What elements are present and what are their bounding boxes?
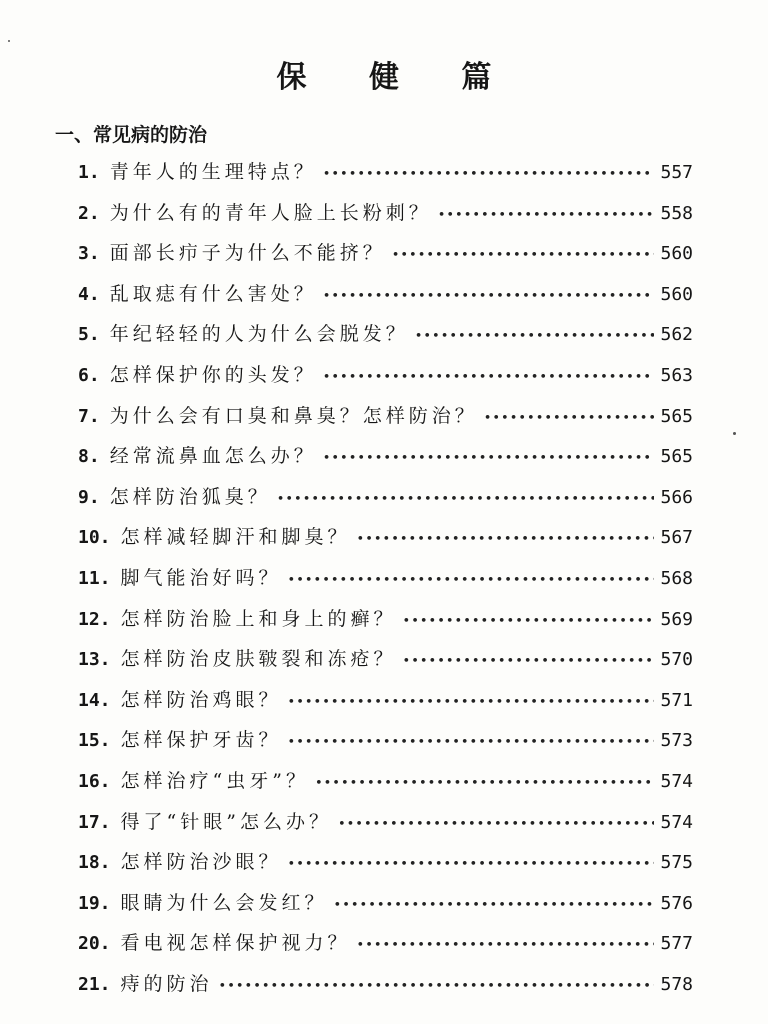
toc-entry	[78, 558, 693, 599]
toc-entry	[78, 802, 693, 843]
entry-number: 7.	[78, 405, 100, 427]
dot-leader	[357, 926, 655, 967]
entry-number: 20.	[78, 933, 111, 955]
toc-entry	[78, 517, 693, 558]
table-of-contents	[78, 152, 693, 1004]
toc-entry	[78, 964, 693, 1005]
entry-number: 18.	[78, 852, 111, 874]
entry-page-number: 568	[660, 567, 693, 589]
entry-page-number: 566	[660, 486, 693, 508]
entry-page-number: 569	[660, 608, 693, 630]
entry-page-number: 565	[660, 446, 693, 468]
entry-title: 年纪轻轻的人为什么会脱发？	[109, 323, 409, 346]
scan-speck	[8, 40, 10, 42]
entry-number: 1.	[78, 162, 100, 183]
dot-leader	[357, 520, 655, 561]
entry-page-number: 560	[660, 283, 693, 305]
entry-number: 16.	[78, 770, 111, 792]
entry-page-number: 573	[660, 730, 693, 752]
entry-page-number: 570	[660, 649, 693, 671]
toc-entry	[78, 152, 693, 193]
dot-leader	[323, 155, 655, 196]
entry-title: 痔的防治	[120, 972, 213, 995]
dot-leader	[438, 196, 655, 237]
entry-title: 为什么有的青年人脸上长粉刺？	[109, 201, 432, 224]
toc-entry	[78, 477, 693, 518]
entry-page-number: 578	[660, 973, 693, 995]
entry-number: 3.	[78, 243, 100, 265]
entry-page-number: 574	[660, 770, 693, 792]
entry-page-number: 574	[660, 811, 693, 833]
entry-number: 4.	[78, 283, 100, 305]
entry-number: 9.	[78, 486, 100, 508]
entry-title: 经常流鼻血怎么办？	[109, 445, 317, 468]
entry-number: 13.	[78, 649, 111, 671]
dot-leader	[415, 317, 655, 358]
toc-entry	[78, 233, 693, 274]
entry-page-number: 563	[660, 364, 693, 386]
toc-entry	[78, 396, 693, 437]
entry-title: 青年人的生理特点？	[109, 161, 317, 183]
entry-title: 怎样防治皮肤皲裂和冻疮？	[120, 648, 397, 671]
entry-page-number: 558	[660, 202, 693, 224]
toc-entry	[78, 842, 693, 883]
entry-title: 怎样保护你的头发？	[109, 363, 317, 386]
dot-leader	[403, 602, 655, 643]
toc-entry	[78, 639, 693, 680]
dot-leader	[288, 723, 655, 764]
toc-entry	[78, 355, 693, 396]
entry-number: 12.	[78, 608, 111, 630]
toc-entry	[78, 720, 693, 761]
dot-leader	[403, 642, 655, 683]
dot-leader	[392, 236, 655, 277]
scan-speck	[733, 432, 736, 435]
dot-leader	[323, 277, 655, 318]
toc-entry	[78, 193, 693, 234]
entry-page-number: 571	[660, 689, 693, 711]
dot-leader	[288, 683, 655, 724]
dot-leader	[484, 399, 655, 440]
entry-title: 脚气能治好吗？	[120, 566, 282, 589]
entry-title: 怎样防治狐臭？	[109, 485, 271, 508]
entry-number: 6.	[78, 364, 100, 386]
toc-entry	[78, 314, 693, 355]
toc-entry	[78, 436, 693, 477]
toc-entry	[78, 680, 693, 721]
entry-page-number: 560	[660, 243, 693, 265]
toc-entry	[78, 274, 693, 315]
entry-title: 怎样减轻脚汗和脚臭？	[120, 526, 351, 549]
entry-page-number: 562	[660, 324, 693, 346]
entry-number: 19.	[78, 892, 111, 914]
entry-number: 15.	[78, 730, 111, 752]
dot-leader	[338, 805, 655, 846]
page-title: 保 健 篇	[276, 60, 518, 95]
dot-leader	[323, 358, 655, 399]
dot-leader	[323, 439, 655, 480]
dot-leader	[277, 480, 655, 521]
entry-title: 看电视怎样保护视力？	[120, 932, 351, 955]
toc-entry	[78, 761, 693, 802]
entry-title: 怎样保护牙齿？	[120, 729, 282, 752]
entry-title: 怎样防治鸡眼？	[120, 688, 282, 711]
entry-page-number: 565	[660, 405, 693, 427]
entry-number: 11.	[78, 567, 111, 589]
entry-title: 为什么会有口臭和鼻臭？怎样防治？	[109, 404, 478, 427]
entry-page-number: 575	[660, 852, 693, 874]
entry-page-number: 567	[660, 527, 693, 549]
toc-entry	[78, 923, 693, 964]
entry-title: 得了“针眼”怎么办？	[120, 810, 332, 833]
dot-leader	[315, 764, 655, 805]
dot-leader	[334, 886, 655, 927]
entry-title: 怎样防治脸上和身上的癣？	[120, 607, 397, 630]
entry-number: 8.	[78, 446, 100, 468]
entry-page-number: 557	[660, 162, 693, 183]
dot-leader	[288, 845, 655, 886]
section-heading: 一、常见病的防治	[55, 124, 208, 146]
entry-number: 5.	[78, 324, 100, 346]
entry-page-number: 577	[660, 933, 693, 955]
entry-page-number: 576	[660, 892, 693, 914]
entry-title: 眼睛为什么会发红？	[120, 891, 328, 914]
dot-leader	[288, 561, 655, 602]
entry-number: 10.	[78, 527, 111, 549]
entry-title: 面部长疖子为什么不能挤？	[109, 242, 386, 265]
entry-title: 怎样治疗“虫牙”？	[120, 769, 309, 792]
entry-title: 乱取痣有什么害处？	[109, 282, 317, 305]
entry-number: 17.	[78, 811, 111, 833]
toc-entry	[78, 883, 693, 924]
dot-leader	[219, 967, 655, 1008]
entry-number: 21.	[78, 973, 111, 995]
entry-number: 2.	[78, 202, 100, 224]
entry-number: 14.	[78, 689, 111, 711]
entry-title: 怎样防治沙眼？	[120, 851, 282, 874]
toc-entry	[78, 599, 693, 640]
